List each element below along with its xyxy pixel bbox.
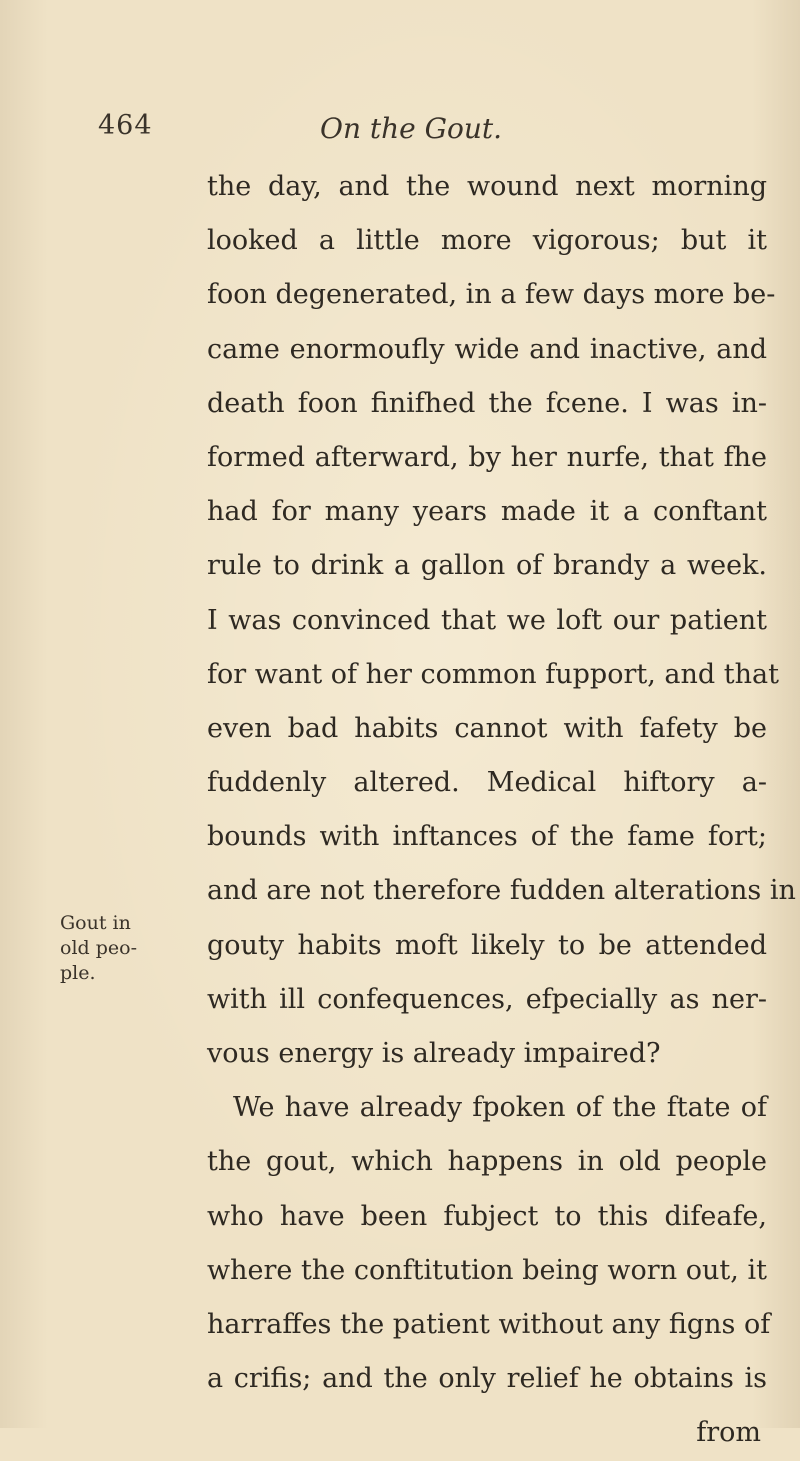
margin-note xyxy=(60,911,160,986)
text-line: formed afterward, by her nurfe, that fhe xyxy=(207,441,767,473)
text-line: and are not therefore fudden alterations in xyxy=(207,875,796,907)
catchword: from xyxy=(696,1417,761,1449)
text-line: where the conftitution being worn out, it xyxy=(207,1254,767,1286)
text-line: fuddenly altered. Medical hiftory a- xyxy=(207,767,767,799)
text-line: bounds with inftances of the fame fort; xyxy=(207,821,767,853)
text-line: even bad habits cannot with fafety be xyxy=(207,712,767,744)
text-line: I was convinced that we loft our patient xyxy=(207,604,767,636)
page-number: 464 xyxy=(98,110,153,141)
text-line: the gout, which happens in old people xyxy=(207,1146,767,1178)
margin-note-line: old peo- xyxy=(60,937,137,959)
body-text xyxy=(207,160,796,1461)
text-line: for want of her common fupport, and that xyxy=(207,658,779,690)
text-line: rule to drink a gallon of brandy a week. xyxy=(207,550,767,582)
text-line: came enormoufly wide and inactive, and xyxy=(207,333,767,365)
text-line: had for many years made it a conftant xyxy=(207,496,767,528)
text-line: We have already fpoken of the ftate of xyxy=(233,1092,767,1124)
text-line: the day, and the wound next morning xyxy=(207,171,767,202)
text-line: vous energy is already impaired? xyxy=(207,1038,661,1069)
text-line: gouty habits moft likely to be attended xyxy=(207,929,767,961)
text-line: death foon finifhed the fcene. I was in- xyxy=(207,387,767,419)
margin-note-line: ple. xyxy=(60,962,96,984)
text-line: with ill confequences, efpecially as ner- xyxy=(207,983,767,1015)
text-line: harraffes the patient without any figns of xyxy=(207,1308,771,1340)
text-line: who have been fubject to this difeafe, xyxy=(207,1200,767,1232)
text-line: foon degenerated, in a few days more be- xyxy=(207,279,776,311)
text-line: looked a little more vigorous; but it xyxy=(207,225,767,257)
running-title: On the Gout. xyxy=(320,112,503,145)
text-line: a crifis; and the only relief he obtains is xyxy=(207,1363,767,1395)
margin-note-line: Gout in xyxy=(60,912,131,934)
